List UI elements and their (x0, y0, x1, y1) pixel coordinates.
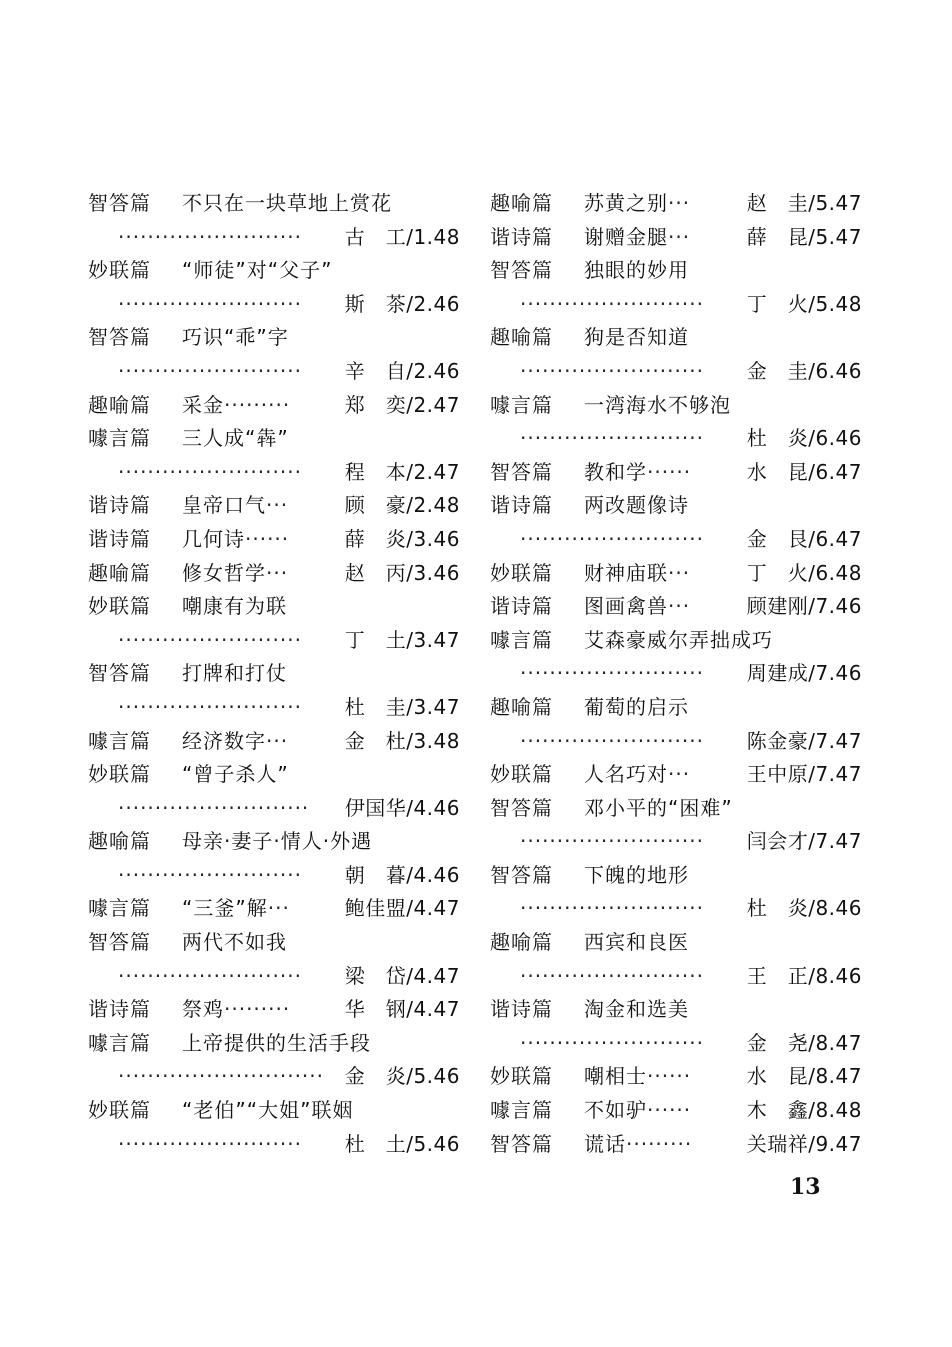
leader-dots: ··· (668, 224, 691, 249)
entry-author-issue: 金 圭/6.46 (746, 358, 862, 383)
entry-title: 两代不如我 (182, 930, 287, 955)
entry-author-issue: 杜 炎/6.46 (746, 426, 862, 451)
entry-title: 人名巧对 (584, 762, 668, 787)
toc-entry-continuation (88, 691, 460, 725)
entry-category: 谐诗篇 (88, 997, 151, 1022)
entry-author-issue: 杜 圭/3.47 (344, 694, 460, 719)
toc-entry (88, 1027, 460, 1061)
entry-category: 趣喻篇 (88, 392, 151, 417)
entry-author-issue: 陈金豪/7.47 (746, 728, 862, 753)
entry-title: 不只在一块草地上赏花 (182, 191, 392, 215)
entry-author-issue: 梁 岱/4.47 (344, 963, 460, 988)
entry-category: 妙联篇 (88, 594, 151, 619)
entry-title: 独眼的妙用 (584, 258, 689, 283)
leader-dots: ························· (118, 1131, 302, 1156)
toc-entry (88, 825, 460, 859)
entry-category: 趣喻篇 (490, 191, 553, 215)
leader-dots: ························· (118, 224, 302, 249)
entry-category: 智答篇 (88, 661, 151, 686)
entry-category: 趣喻篇 (490, 694, 553, 719)
entry-title: 两改题像诗 (584, 493, 689, 518)
toc-entry (490, 792, 862, 826)
entry-title: 祭鸡 (182, 997, 224, 1022)
entry-title: 三人成“犇” (182, 426, 289, 451)
entry-title: 狗是否知道 (584, 325, 689, 350)
toc-entry (490, 221, 862, 255)
entry-category: 谐诗篇 (490, 493, 553, 518)
entry-category: 谐诗篇 (88, 493, 151, 518)
toc-left-column (88, 187, 460, 1161)
leader-dots: ··· (668, 560, 691, 585)
entry-category: 智答篇 (88, 191, 151, 215)
entry-author-issue: 金 艮/6.47 (746, 526, 862, 551)
entry-author-issue: 杜 土/5.46 (344, 1131, 460, 1156)
entry-category: 噱言篇 (490, 392, 553, 417)
entry-author-issue: 郑 奕/2.47 (344, 392, 460, 417)
entry-author-issue: 金 尧/8.47 (746, 1030, 862, 1055)
entry-category: 趣喻篇 (490, 325, 553, 350)
toc-entry (490, 758, 862, 792)
entry-author-issue: 薛 炎/3.46 (344, 526, 460, 551)
entry-author-issue: 水 昆/8.47 (746, 1064, 862, 1089)
entry-title: 母亲·妻子·情人·外遇 (182, 829, 373, 854)
entry-author-issue: 伊国华/4.46 (344, 795, 460, 820)
toc-entry (490, 557, 862, 591)
entry-author-issue: 闫会才/7.47 (746, 829, 862, 854)
entry-category: 妙联篇 (88, 1098, 151, 1123)
toc-entry-continuation (490, 725, 862, 759)
entry-category: 妙联篇 (88, 258, 151, 283)
leader-dots: ························· (520, 1030, 704, 1055)
leader-dots: ··· (266, 728, 289, 753)
leader-dots: ·························· (118, 795, 310, 820)
entry-category: 趣喻篇 (88, 829, 151, 854)
leader-dots: ······ (647, 459, 692, 484)
entry-author-issue: 华 钢/4.47 (344, 997, 460, 1022)
entry-title: 不如驴 (584, 1098, 647, 1123)
toc-entry (88, 725, 460, 759)
toc-entry (490, 489, 862, 523)
entry-category: 噱言篇 (88, 1030, 151, 1055)
toc-entry (88, 187, 460, 221)
toc-entry (490, 1094, 862, 1128)
toc-entry-continuation (490, 892, 862, 926)
toc-entry-continuation (490, 288, 862, 322)
toc-entry (88, 926, 460, 960)
entry-title: 巧识“乖”字 (182, 325, 289, 350)
toc-entry (88, 557, 460, 591)
entry-title: “三釜”解 (182, 896, 268, 921)
entry-title: 经济数字 (182, 728, 266, 753)
toc-entry (490, 624, 862, 658)
entry-title: “师徒”对“父子” (182, 258, 333, 283)
entry-title: “老伯”“大姐”联姻 (182, 1098, 354, 1123)
toc-entry (490, 321, 862, 355)
toc-entry-continuation (490, 422, 862, 456)
leader-dots: ························· (118, 862, 302, 887)
toc-entry (490, 993, 862, 1027)
entry-title: 打牌和打仗 (182, 661, 287, 686)
toc-entry (88, 389, 460, 423)
entry-author-issue: 古 工/1.48 (344, 224, 460, 249)
leader-dots: ········· (224, 392, 291, 417)
toc-entry-continuation (88, 792, 460, 826)
entry-title: 财神庙联 (584, 560, 668, 585)
entry-title: 淘金和选美 (584, 997, 689, 1022)
entry-title: 嘲康有为联 (182, 594, 287, 619)
entry-category: 噱言篇 (490, 1098, 553, 1123)
entry-category: 智答篇 (490, 795, 553, 820)
toc-entry (88, 758, 460, 792)
entry-category: 噱言篇 (88, 426, 151, 451)
leader-dots: ························· (118, 291, 302, 316)
entry-title: 教和学 (584, 459, 647, 484)
leader-dots: ························· (520, 358, 704, 383)
entry-category: 智答篇 (490, 862, 553, 887)
leader-dots: ························· (118, 627, 302, 652)
toc-entry (490, 1060, 862, 1094)
entry-author-issue: 鲍佳盟/4.47 (344, 896, 460, 921)
toc-entry-continuation (490, 657, 862, 691)
toc-entry-continuation (88, 1060, 460, 1094)
leader-dots: ························· (520, 426, 704, 451)
toc-entry (490, 1128, 862, 1162)
toc-right-column (490, 187, 862, 1161)
toc-entry (88, 422, 460, 456)
entry-author-issue: 杜 炎/8.46 (746, 896, 862, 921)
leader-dots: ························· (118, 963, 302, 988)
toc-entry (490, 254, 862, 288)
toc-entry-continuation (490, 1027, 862, 1061)
entry-author-issue: 关瑞祥/9.47 (746, 1131, 862, 1156)
leader-dots: ························· (118, 459, 302, 484)
entry-title: “曾子杀人” (182, 762, 289, 787)
entry-author-issue: 丁 土/3.47 (344, 627, 460, 652)
toc-entry-continuation (490, 355, 862, 389)
entry-title: 一湾海水不够泡 (584, 392, 731, 417)
toc-entry (490, 456, 862, 490)
leader-dots: ························· (520, 963, 704, 988)
leader-dots: ························· (520, 526, 704, 551)
entry-author-issue: 木 鑫/8.48 (746, 1098, 862, 1123)
entry-category: 智答篇 (490, 258, 553, 283)
entry-author-issue: 赵 圭/5.47 (746, 191, 862, 215)
entry-author-issue: 金 炎/5.46 (344, 1064, 460, 1089)
entry-category: 智答篇 (490, 1131, 553, 1156)
leader-dots: ··· (668, 762, 691, 787)
leader-dots: ························· (520, 728, 704, 753)
entry-category: 妙联篇 (490, 560, 553, 585)
entry-category: 趣喻篇 (88, 560, 151, 585)
entry-title: 葡萄的启示 (584, 694, 689, 719)
entry-author-issue: 周建成/7.46 (746, 661, 862, 686)
leader-dots: ··· (668, 191, 691, 215)
toc-entry-continuation (88, 859, 460, 893)
entry-author-issue: 王 正/8.46 (746, 963, 862, 988)
entry-author-issue: 顾 豪/2.48 (344, 493, 460, 518)
toc-entry-continuation (88, 960, 460, 994)
toc-entry (490, 590, 862, 624)
toc-entry-continuation (88, 221, 460, 255)
entry-author-issue: 辛 自/2.46 (344, 358, 460, 383)
entry-title: 几何诗 (182, 526, 245, 551)
toc-entry (88, 993, 460, 1027)
entry-title: 艾森豪威尔弄拙成巧 (584, 627, 773, 652)
toc-entry (88, 590, 460, 624)
leader-dots: ··· (267, 896, 290, 921)
entry-title: 皇帝口气 (182, 493, 266, 518)
toc-entry (490, 389, 862, 423)
entry-title: 苏黄之别 (584, 191, 668, 215)
entry-title: 西宾和良医 (584, 930, 689, 955)
entry-title: 采金 (182, 392, 224, 417)
entry-category: 谐诗篇 (490, 224, 553, 249)
leader-dots: ··· (266, 560, 289, 585)
toc-entry (88, 892, 460, 926)
entry-category: 噱言篇 (88, 896, 151, 921)
leader-dots: ························· (118, 358, 302, 383)
entry-title: 下魄的地形 (584, 862, 689, 887)
entry-title: 谎话 (584, 1131, 626, 1156)
entry-category: 噱言篇 (490, 627, 553, 652)
entry-category: 妙联篇 (88, 762, 151, 787)
entry-category: 谐诗篇 (88, 526, 151, 551)
entry-author-issue: 王中原/7.47 (746, 762, 862, 787)
toc-entry-continuation (88, 288, 460, 322)
leader-dots: ······ (647, 1098, 692, 1123)
toc-entry (88, 489, 460, 523)
toc-entry-continuation (88, 624, 460, 658)
toc-entry (88, 254, 460, 288)
toc-entry-continuation (88, 355, 460, 389)
entry-category: 噱言篇 (88, 728, 151, 753)
leader-dots: ························· (520, 896, 704, 921)
toc-entry (490, 859, 862, 893)
toc-entry-continuation (88, 1128, 460, 1162)
leader-dots: ······ (647, 1064, 692, 1089)
entry-category: 谐诗篇 (490, 594, 553, 619)
entry-title: 嘲相士 (584, 1064, 647, 1089)
entry-category: 趣喻篇 (490, 930, 553, 955)
page-number: 13 (790, 1174, 821, 1200)
toc-entry (88, 1094, 460, 1128)
toc-entry (88, 657, 460, 691)
toc-entry-continuation (490, 523, 862, 557)
leader-dots: ······ (245, 526, 290, 551)
entry-author-issue: 金 杜/3.48 (344, 728, 460, 753)
entry-category: 谐诗篇 (490, 997, 553, 1022)
leader-dots: ········· (626, 1131, 693, 1156)
toc-entry (88, 321, 460, 355)
entry-author-issue: 赵 丙/3.46 (344, 560, 460, 585)
toc-entry-continuation (490, 960, 862, 994)
entry-author-issue: 水 昆/6.47 (746, 459, 862, 484)
entry-author-issue: 薛 昆/5.47 (746, 224, 862, 249)
entry-category: 妙联篇 (490, 762, 553, 787)
leader-dots: ··· (668, 594, 691, 619)
toc-entry (490, 926, 862, 960)
entry-author-issue: 丁 火/5.48 (746, 291, 862, 316)
leader-dots: ········· (224, 997, 291, 1022)
entry-author-issue: 朝 暮/4.46 (344, 862, 460, 887)
entry-title: 图画禽兽 (584, 594, 668, 619)
entry-author-issue: 斯 茶/2.46 (344, 291, 460, 316)
leader-dots: ··· (266, 493, 289, 518)
toc-entry (88, 523, 460, 557)
toc-entry (490, 691, 862, 725)
toc-entry-continuation (88, 456, 460, 490)
leader-dots: ························· (520, 829, 704, 854)
toc-entry (490, 187, 862, 221)
entry-category: 妙联篇 (490, 1064, 553, 1089)
entry-category: 智答篇 (88, 930, 151, 955)
entry-title: 邓小平的“困难” (584, 795, 733, 820)
leader-dots: ························· (118, 694, 302, 719)
leader-dots: ························· (520, 291, 704, 316)
entry-author-issue: 程 本/2.47 (344, 459, 460, 484)
entry-title: 上帝提供的生活手段 (182, 1030, 371, 1055)
entry-category: 智答篇 (88, 325, 151, 350)
toc-entry-continuation (490, 825, 862, 859)
entry-author-issue: 顾建刚/7.46 (746, 594, 862, 619)
leader-dots: ···························· (118, 1064, 325, 1089)
entry-title: 修女哲学 (182, 560, 266, 585)
entry-author-issue: 丁 火/6.48 (746, 560, 862, 585)
entry-category: 智答篇 (490, 459, 553, 484)
entry-title: 谢赠金腿 (584, 224, 668, 249)
leader-dots: ························· (520, 661, 704, 686)
